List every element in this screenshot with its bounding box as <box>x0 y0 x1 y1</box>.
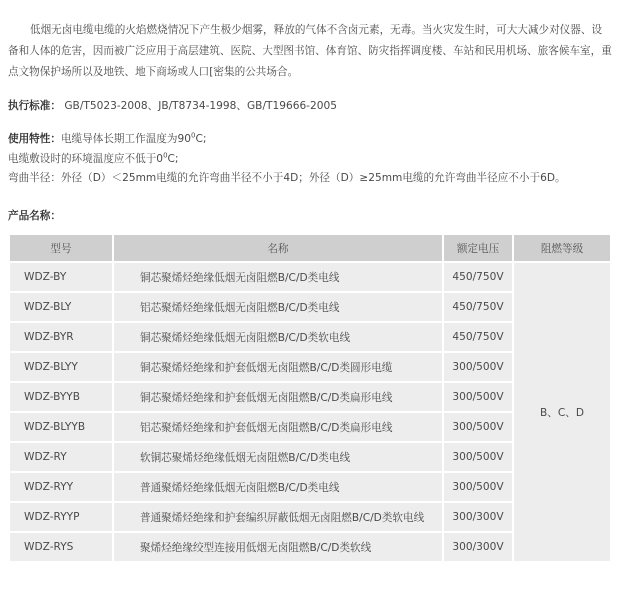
name-cell: 软铜芯聚烯烃绝缘低烟无卤阻燃B/C/D类电线 <box>113 442 443 472</box>
name-cell: 铜芯聚烯烃绝缘低烟无卤阻燃B/C/D类电线 <box>113 262 443 292</box>
feature-unit: C; <box>167 153 179 165</box>
voltage-cell: 300/500V <box>443 472 513 502</box>
features-line-2 <box>8 151 179 166</box>
features-line-3: 弯曲半径：外径（D）＜25mm电缆的允许弯曲半径不小于4D；外径（D）≥25mm电缆的允许弯曲半径应不小于6D。 <box>8 172 566 184</box>
standard-label: 执行标准： <box>8 100 61 112</box>
name-cell: 普通聚烯烃绝缘低烟无卤阻燃B/C/D类电线 <box>113 472 443 502</box>
name-cell: 铜芯聚烯烃绝缘低烟无卤阻燃B/C/D类软电线 <box>113 322 443 352</box>
header-grade: 阻燃等级 <box>513 234 611 262</box>
table-header-row <box>9 234 611 262</box>
degree-sup: 0 <box>190 131 196 140</box>
voltage-cell: 300/300V <box>443 502 513 532</box>
voltage-cell: 450/750V <box>443 322 513 352</box>
model-cell: WDZ-RYYP <box>9 502 113 532</box>
header-model: 型号 <box>9 234 113 262</box>
model-cell: WDZ-BLYYB <box>9 412 113 442</box>
features-label: 使用特性： <box>8 133 61 145</box>
degree-sup: 0 <box>163 151 168 160</box>
voltage-cell: 300/500V <box>443 412 513 442</box>
model-cell: WDZ-RYY <box>9 472 113 502</box>
products-table <box>8 233 612 563</box>
name-cell: 铜芯聚烯烃绝缘和护套低烟无卤阻燃B/C/D类圆形电缆 <box>113 352 443 382</box>
feature-conductor-temp: 电缆导体长期工作温度为90 <box>60 133 191 145</box>
model-cell: WDZ-RY <box>9 442 113 472</box>
model-cell: WDZ-RYS <box>9 532 113 562</box>
voltage-cell: 450/750V <box>443 292 513 322</box>
voltage-cell: 300/500V <box>443 382 513 412</box>
voltage-cell: 300/500V <box>443 442 513 472</box>
products-heading: 产品名称： <box>8 210 61 222</box>
model-cell: WDZ-BLY <box>9 292 113 322</box>
model-cell: WDZ-BLYY <box>9 352 113 382</box>
feature-laying-temp: 电缆敷设时的环境温度应不低于0 <box>8 153 164 165</box>
voltage-cell: 300/300V <box>443 532 513 562</box>
table-row <box>9 262 611 292</box>
header-voltage: 额定电压 <box>443 234 513 262</box>
name-cell: 铝芯聚烯烃绝缘低烟无卤阻燃B/C/D类电线 <box>113 292 443 322</box>
features-line-1 <box>8 131 206 146</box>
name-cell: 铜芯聚烯烃绝缘和护套低烟无卤阻燃B/C/D类扁形电线 <box>113 382 443 412</box>
header-name: 名称 <box>113 234 443 262</box>
intro-paragraph: 低烟无卤电缆电缆的火焰燃烧情况下产生极少烟雾，释放的气体不含卤元素，无毒。当火灾发生时，可大大减少对仪器、设备和人体的危害，因而被广泛应用于高层建筑、医院、大型图书馆、体育馆、防灾指挥调度楼、车站和民用机场、旅客候车室，重点文物保护场所以及地铁、地下商场或人口[密集的公共场合。 <box>8 24 612 78</box>
voltage-cell: 450/750V <box>443 262 513 292</box>
model-cell: WDZ-BYR <box>9 322 113 352</box>
standard-value: GB/T5023-2008、JB/T8734-1998、GB/T19666-2005 <box>64 100 337 112</box>
model-cell: WDZ-BY <box>9 262 113 292</box>
name-cell: 聚烯烃绝缘绞型连接用低烟无卤阻燃B/C/D类软线 <box>113 532 443 562</box>
model-cell: WDZ-BYYB <box>9 382 113 412</box>
voltage-cell: 300/500V <box>443 352 513 382</box>
name-cell: 普通聚烯烃绝缘和护套编织屏蔽低烟无卤阻燃B/C/D类软电线 <box>113 502 443 532</box>
grade-cell: B、C、D <box>513 262 611 562</box>
feature-unit: C; <box>195 133 207 145</box>
standard-line <box>8 98 337 113</box>
name-cell: 铝芯聚烯烃绝缘和护套低烟无卤阻燃B/C/D类扁形电线 <box>113 412 443 442</box>
